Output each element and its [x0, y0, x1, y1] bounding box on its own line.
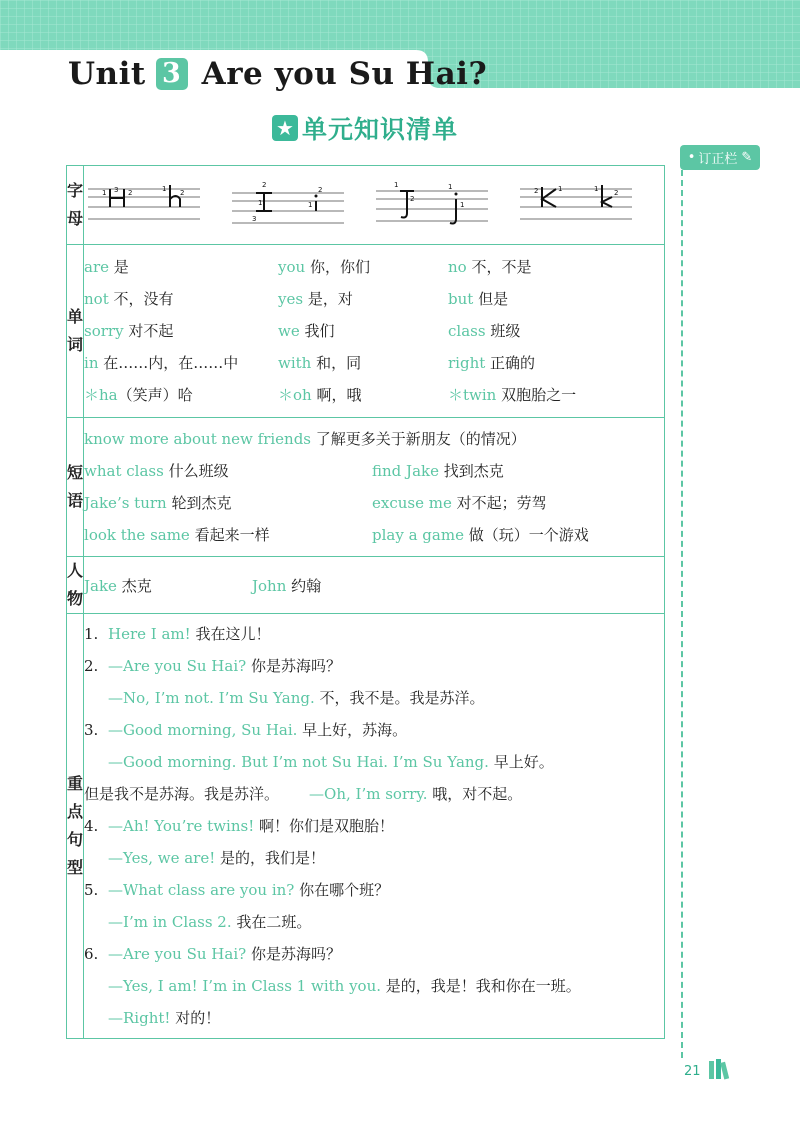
word-item: yes 是，对 [278, 290, 353, 308]
word-item: right 正确的 [448, 354, 536, 372]
people-content [84, 557, 665, 614]
unit-number-badge: 3 [156, 58, 188, 90]
sentence-line: 1. Here I am! 我在这儿！ [84, 625, 271, 643]
sentence-line: 4. —Ah! You’re twins! 啊！你们是双胞胎！ [84, 817, 395, 835]
word-item: not 不，没有 [84, 290, 174, 308]
sentence-line: 5. —What class are you in? 你在哪个班？ [84, 881, 390, 899]
stroke-number: 2 [534, 187, 539, 195]
letter-hh-guide [88, 179, 200, 231]
phrase-item: find Jake 找到杰克 [372, 462, 504, 480]
letter-writing-guides [84, 179, 664, 231]
sentence-line: —No, I’m not. I’m Su Yang. 不，我不是。我是苏洋。 [108, 689, 485, 707]
stroke-number: 2 [128, 189, 133, 197]
stroke-number: 1 [594, 185, 599, 193]
stroke-number: 1 [102, 189, 107, 197]
stroke-number: 1 [460, 201, 465, 209]
word-item: but 但是 [448, 290, 509, 308]
person-item: Jake 杰克 [84, 576, 152, 595]
stroke-number: 2 [262, 181, 267, 189]
letters-row [67, 166, 665, 245]
stroke-number: 2 [318, 186, 323, 194]
word-item: in 在……内，在……中 [84, 354, 239, 372]
stroke-number: 1 [558, 185, 563, 193]
phrases-row [67, 418, 665, 557]
letter-jj-guide [376, 179, 488, 231]
word-item: class 班级 [448, 322, 521, 340]
word-item: are 是 [84, 258, 129, 276]
sentence-line: —Yes, I am! I’m in Class 1 with you. 是的，我是！我和你在一班。 [108, 977, 581, 995]
unit-title [68, 56, 487, 92]
unit-label: Unit [68, 56, 146, 92]
sentences-label-line2: 句型 [67, 830, 84, 877]
correction-column-label: • 订正栏 ✎ [680, 145, 760, 170]
phrase-item: what class 什么班级 [84, 462, 229, 480]
word-item: ＊oh 啊，哦 [278, 386, 362, 404]
stroke-number: 1 [394, 181, 399, 189]
correction-column-line [681, 170, 683, 1058]
letters-label: 字母 [67, 166, 84, 245]
sentence-line: 2. —Are you Su Hai? 你是苏海吗？ [84, 657, 341, 675]
words-row [67, 245, 665, 418]
pencil-icon: ✎ [741, 150, 753, 165]
stroke-number: 1 [448, 183, 453, 191]
words-grid [84, 251, 664, 411]
word-item: we 我们 [278, 322, 335, 340]
phrase-item: play a game 做（玩）一个游戏 [372, 526, 589, 544]
word-item: no 不，不是 [448, 258, 532, 276]
page-number: 21 [684, 1064, 701, 1079]
phrase-item: excuse me 对不起；劳驾 [372, 494, 547, 512]
word-item: you 你，你们 [278, 258, 370, 276]
sentence-line: 但是我不是苏海。我是苏洋。 —Oh, I’m sorry. 哦，对不起。 [84, 785, 523, 803]
sentence-line: —I’m in Class 2. 我在二班。 [108, 913, 312, 931]
stroke-number: 2 [180, 189, 185, 197]
sentences-label [67, 614, 84, 1039]
stroke-number: 1 [162, 185, 167, 193]
sentence-line: 6. —Are you Su Hai? 你是苏海吗？ [84, 945, 341, 963]
phrase-item: Jake’s turn 轮到杰克 [84, 494, 232, 512]
stroke-number: 3 [252, 215, 257, 223]
word-item: ＊twin 双胞胎之一 [448, 386, 577, 404]
letter-kk-guide [520, 179, 632, 231]
people-row [67, 557, 665, 614]
sentence-line: —Right! 对的！ [108, 1009, 221, 1027]
correction-label-text: 订正栏 [698, 152, 738, 167]
sentences-row [67, 614, 665, 1039]
sentences-label-line1: 重点 [67, 774, 84, 821]
word-item: sorry 对不起 [84, 322, 174, 340]
unit-title-text: Are you Su Hai? [201, 56, 488, 92]
phrase-item: look the same 看起来一样 [84, 526, 270, 544]
sentences-content [84, 614, 665, 1039]
letter-ii-guide [232, 179, 344, 231]
letters-content [84, 166, 665, 245]
word-item: with 和，同 [278, 354, 362, 372]
words-label: 单词 [67, 245, 84, 418]
stroke-number: 3 [114, 186, 119, 194]
phrase-item: know more about new friends 了解更多关于新朋友（的情况） [84, 430, 526, 448]
stroke-number: 1 [258, 199, 263, 207]
star-icon: ★ [272, 115, 298, 141]
books-icon [707, 1058, 739, 1084]
stroke-number: 2 [410, 195, 415, 203]
sentence-list [84, 618, 664, 1034]
phrases-grid [84, 423, 664, 551]
knowledge-table [66, 165, 665, 1039]
word-item: ＊ha（笑声）哈 [84, 386, 193, 404]
section-title-text: 单元知识清单 [302, 115, 459, 144]
stroke-number: 1 [308, 201, 313, 209]
words-content [84, 245, 665, 418]
stroke-number: 2 [614, 189, 619, 197]
people-label: 人物 [67, 557, 84, 614]
sentence-line: 3. —Good morning, Su Hai. 早上好，苏海。 [84, 721, 408, 739]
sentence-line: —Yes, we are! 是的，我们是！ [108, 849, 326, 867]
people-list [84, 575, 664, 596]
person-item: John 约翰 [252, 576, 322, 595]
phrases-content [84, 418, 665, 557]
section-title [272, 112, 458, 144]
sentence-line: —Good morning. But I’m not Su Hai. I’m Su Yang. 早上好。 [108, 753, 554, 771]
phrases-label: 短语 [67, 418, 84, 557]
